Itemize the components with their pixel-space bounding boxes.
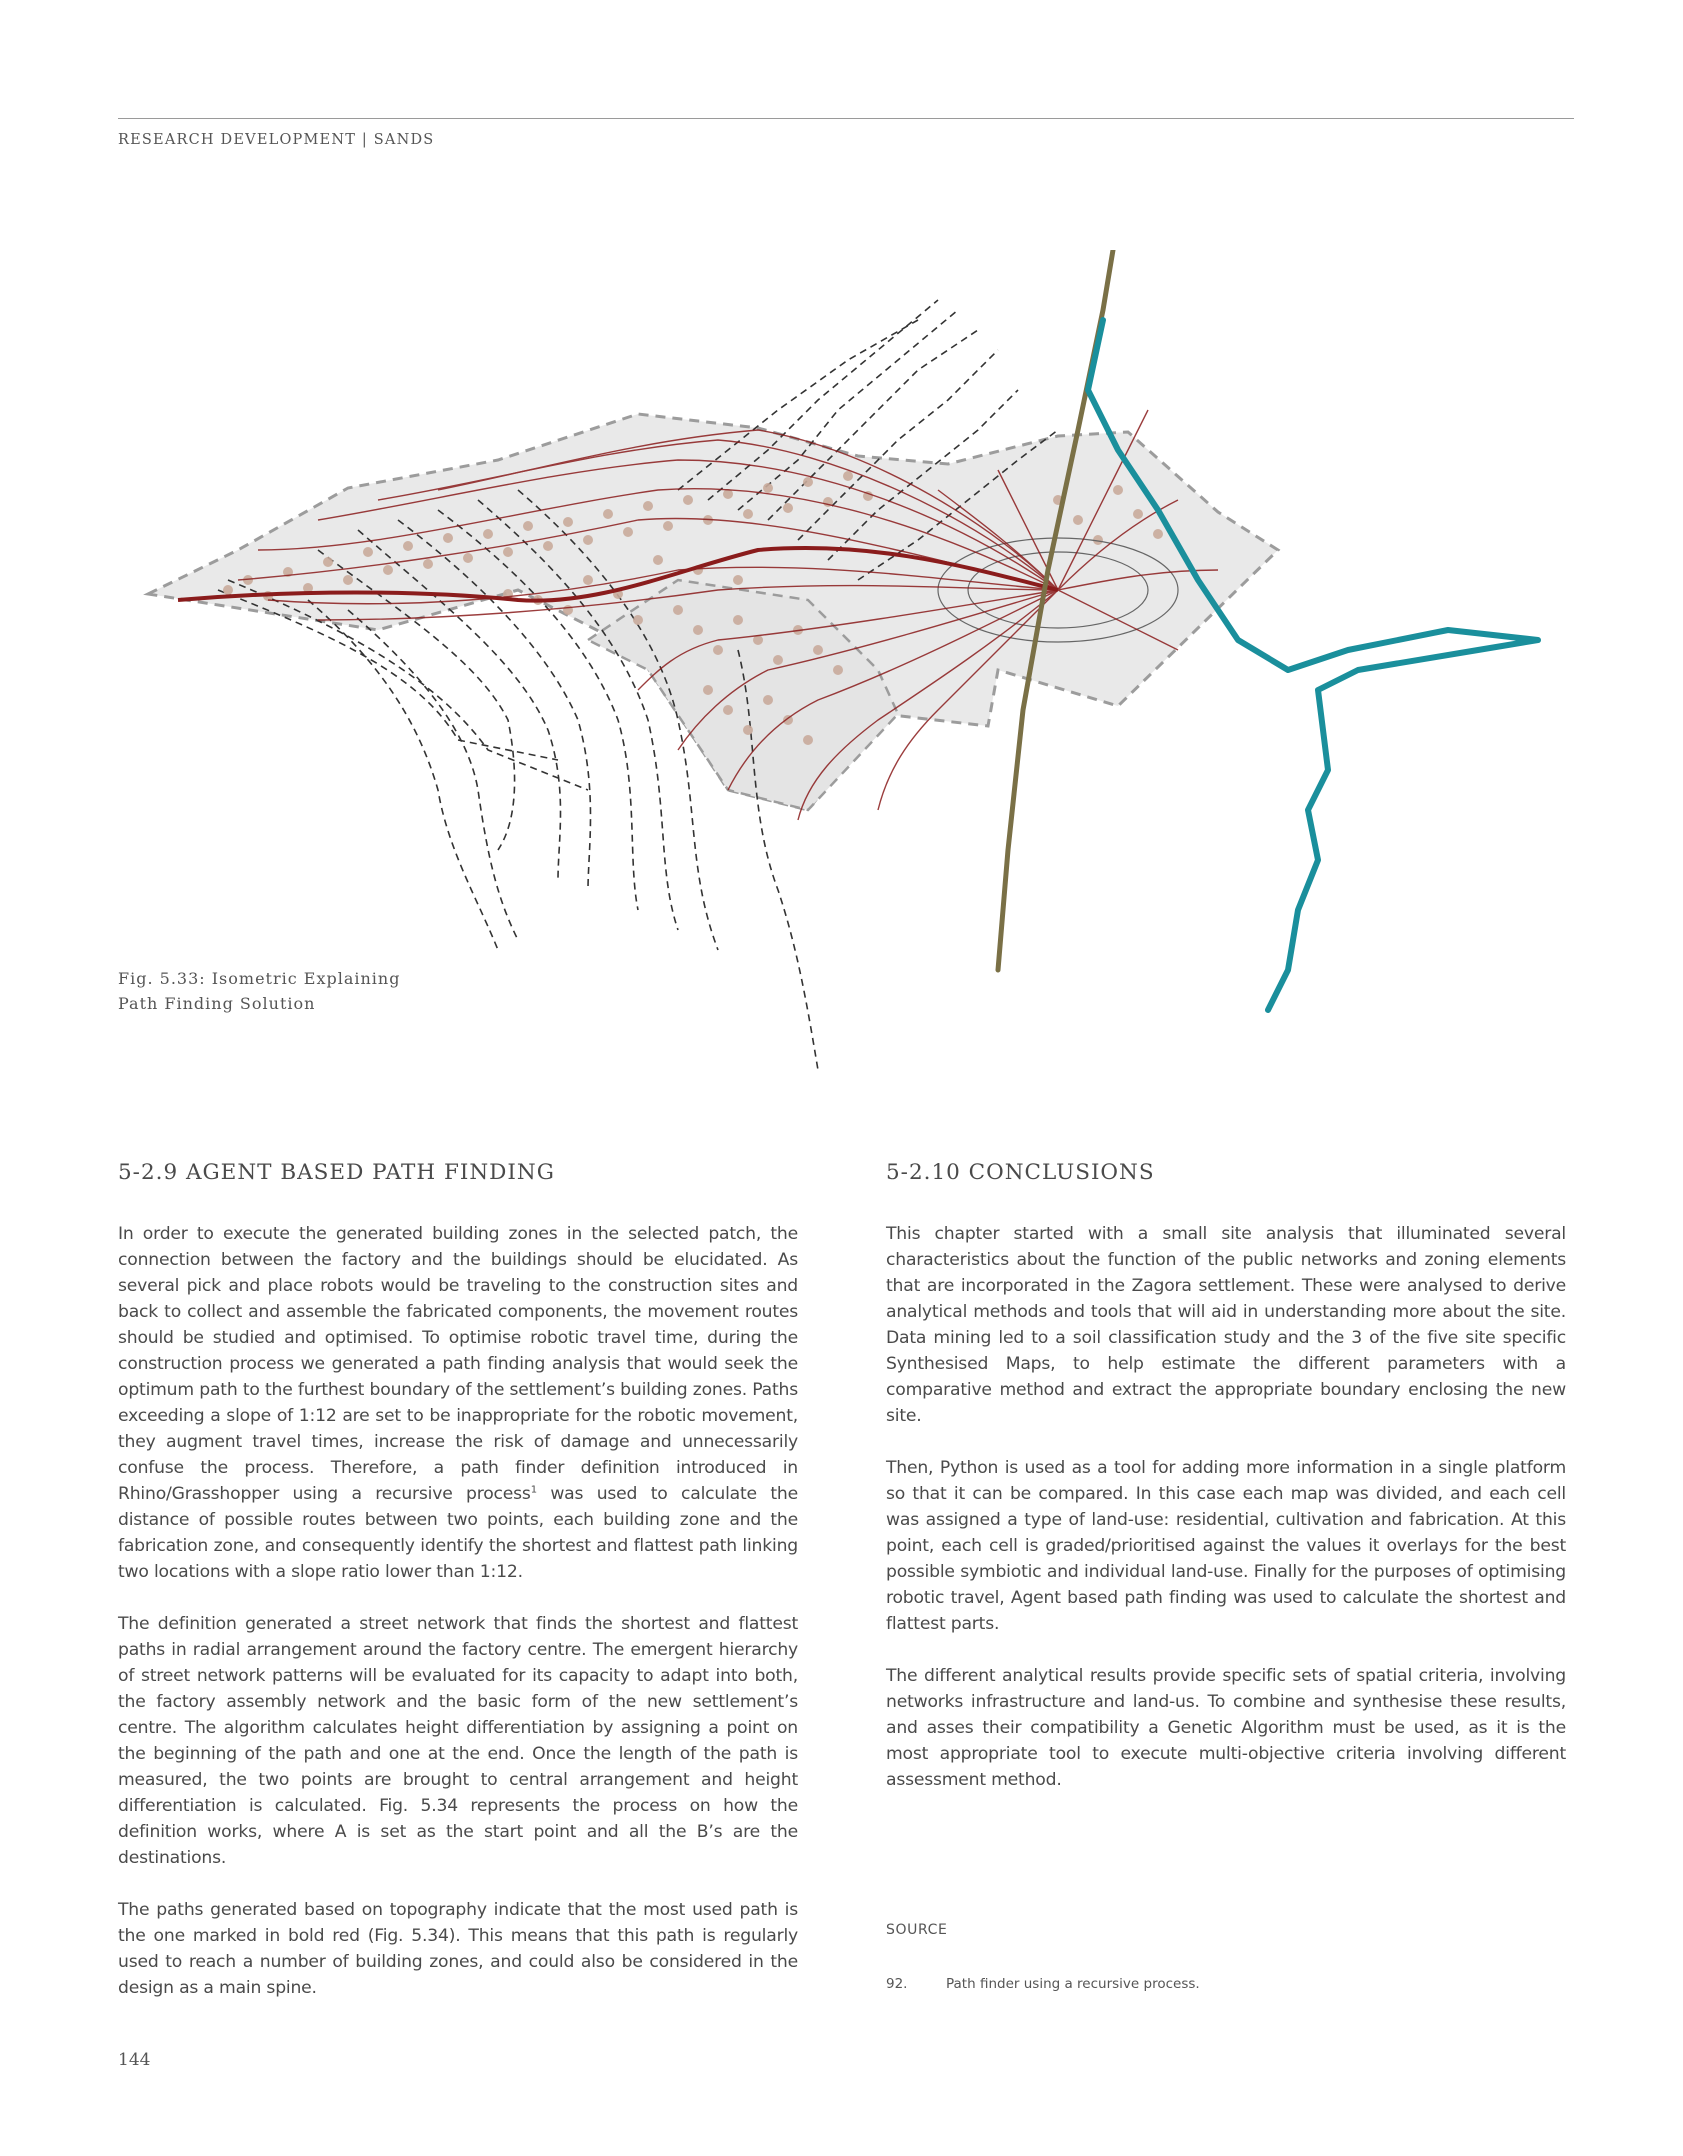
running-head: RESEARCH DEVELOPMENT | SANDS	[118, 132, 435, 148]
paragraph: The paths generated based on topography indicate that the most used path is the one marked in bold red (Fig. 5.34). This means that this path is regularly used to reach a number of building zones, and could also be considered in the design as a main spine.	[118, 1900, 798, 1998]
header-rule	[118, 118, 1574, 119]
section-heading-path-finding: 5-2.9 AGENT BASED PATH FINDING	[118, 1160, 555, 1185]
paragraph-text: In order to execute the generated building zones in the selected patch, the connection between the factory and the buildings should be elucidated. As several pick and place robots would be traveling to the construction sites and back to collect and assemble the fabricated components, the movement routes should be studied and optimised. To optimise robotic travel time, during the construction process we generated a path finding analysis that would seek the optimum path to the furthest boundary of the settlement’s building zones. Paths exceeding a slope of 1:12 are set to be inappropriate for the robotic movement, they augment travel times, increase the risk of damage and unnecessarily confuse the process. Therefore, a path finder definition introduced in Rhino/Grasshopper using a recursive process	[118, 1224, 798, 1504]
paragraph	[118, 1221, 798, 1585]
paragraph: Then, Python is used as a tool for adding more information in a single platform so that it can be compared. In this case each map was divided, and each cell was assigned a type of land-use: residential, cultivation and fabrication. At this point, each cell is graded/prioritised against the values it overlays for the best possible symbiotic and individual land-use. Finally for the purposes of optimising robotic travel, Agent based path finding was used to calculate the shortest and flattest parts.	[886, 1458, 1566, 1634]
paragraph-text: was used to calculate the distance of possible routes between two points, each building zone and the fabrication zone, and consequently identify the shortest and flattest path linking two locations with a slope ratio lower than 1:12.	[118, 1484, 798, 1582]
footnote-marker: 1	[530, 1484, 537, 1496]
page-number: 144	[118, 2050, 151, 2070]
caption-line-2: Path Finding Solution	[118, 994, 316, 1013]
paragraph: The definition generated a street network that finds the shortest and flattest paths in radial arrangement around the factory centre. The emergent hierarchy of street network patterns will be evaluated for its capacity to adapt into both, the factory assembly network and the basic form of the new settlement’s centre. The algorithm calculates height differentiation by assigning a point on the beginning of the path and one at the end. Once the length of the path is measured, the two points are brought to central arrangement and height differentiation is calculated. Fig. 5.34 represents the process on how the definition works, where A is set as the start point and all the B’s are the destinations.	[118, 1614, 798, 1868]
caption-line-1: Fig. 5.33: Isometric Explaining	[118, 969, 401, 988]
footnote-number: 92.	[886, 1976, 908, 1992]
figure-caption	[118, 966, 400, 1016]
footnote	[886, 1976, 1200, 1992]
paragraph: This chapter started with a small site analysis that illuminated several characteristics about the function of the public networks and zoning elements that are incorporated in the Zagora settlement. These were analysed to derive analytical methods and tools that will aid in understanding more about the site. Data mining led to a soil classification study and the 3 of the five site specific Synthesised Maps, to help estimate the different parameters with a comparative method and extract the appropriate boundary enclosing the new site.	[886, 1224, 1566, 1426]
right-column	[886, 1160, 1566, 1819]
left-column	[118, 1160, 798, 2027]
source-label: SOURCE	[886, 1922, 948, 1938]
paragraph: The different analytical results provide specific sets of spatial criteria, involving networks infrastructure and land-us. To combine and synthesise these results, and asses their compatibility a Genetic Algorithm must be used, as it is the most appropriate tool to execute multi-objective criteria involving different assessment method.	[886, 1666, 1566, 1790]
zone-outlines	[148, 414, 1278, 810]
section-heading-conclusions: 5-2.10 CONCLUSIONS	[886, 1160, 1155, 1185]
footnote-text: Path finder using a recursive process.	[946, 1976, 1200, 1992]
